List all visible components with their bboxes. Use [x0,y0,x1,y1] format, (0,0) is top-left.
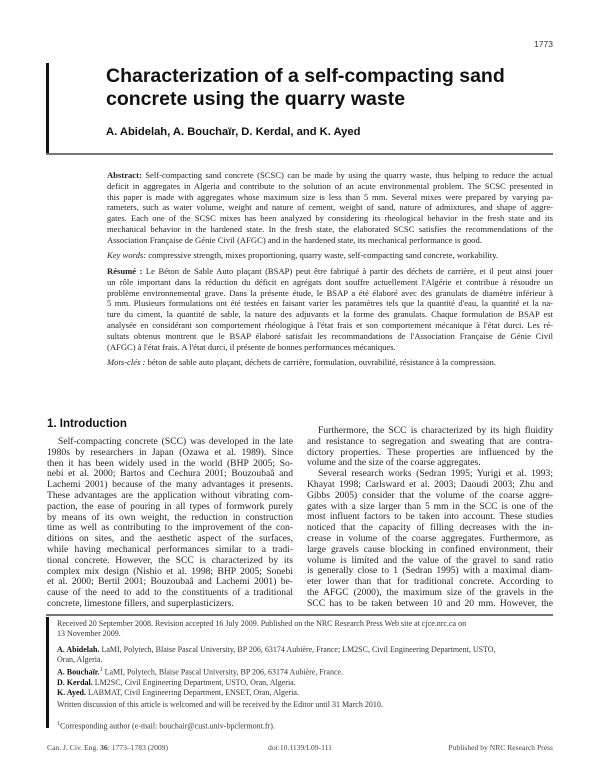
text-line: complex mix design (Nishio et al. 1998; BHP 2005; Sonebi [47,565,293,577]
received-dates [57,619,553,639]
text-line: volume is limited and the value of the gravel to sand ratio [307,554,553,566]
page-number: 1773 [534,39,553,49]
resume-line-text: problème environnemental grave. Dans la présente étude, le BSAP a été élaboré avec des granulats de diamètre inférieur à [107,287,553,298]
resume-line-text: (AFGC) à l'état frais. A l'état durci, il présente de bonnes performances mécaniques. [107,341,396,352]
abstract-line-text: gates. Each one of the SCSC mixes has been analyzed by considering its rheological behavior in the fresh state and its [107,213,553,224]
text-line: crease in volume of the coarse aggregates. Furthermore, as [307,532,553,544]
text-line: 1980s by researchers in Japan (Ozawa et al. 1989). Since [47,446,293,458]
mots-cles-text: béton de sable auto plaçant, déchets de carrière, formulation, ouvrabilité, résistance à la compression. [145,357,496,367]
text-line [107,266,553,277]
title-accent-bar [46,63,49,155]
discussion-note: Written discussion of this article is welcomed and will be received by the Editor until 31 March 2010. [57,700,383,709]
text-line: volume and the size of the coarse aggregates. [307,457,481,469]
text-line [107,202,553,213]
text-line: nebi et al. 2000; Bartos and Cechura 2001; Bouzoubaâ and [47,468,293,480]
text-line: SCC has to be taken between 10 and 20 mm. However, the [307,597,553,609]
citation-pages: : 1773–1783 (2009) [107,743,169,752]
keywords-label: Key words: [107,250,147,260]
received-line: Received 20 September 2008. Revision accepted 16 July 2009. Published on the NRC Research Press Web site at cjce.nrc.ca on [57,619,467,628]
affiliation-entry [57,655,553,665]
affiliation-author: A. Abidelah. [57,645,100,654]
article-title [106,65,505,111]
author-list: A. Abidelah, A. Bouchaïr, D. Kerdal, and K. Ayed [106,126,361,138]
abstract-line-text: deficit in aggregates in Algeria and contribute to the solution of an acute environmental problem. The SCSC presented in [107,180,553,191]
footnote-marker: 1 [99,667,103,673]
text-line: tional concrete. However, the SCC is characterized by its [47,554,293,566]
corresponding-text: Corresponding author (e-mail: bouchair@cust.univ-bpclermont.fr). [60,721,275,731]
affiliation-author: D. Kerdal. [57,677,93,687]
text-line [107,288,553,299]
text-line [107,342,553,353]
abstract [107,170,553,246]
text-line: Several research works (Sedran 1995; Yurigi et al. 1993; [318,468,553,480]
text-line [107,277,553,288]
text-line: Gibbs 2005) consider that the volume of the coarse aggre- [307,489,553,501]
affiliation-author: K. Ayed. [57,687,86,697]
body-column-right [307,426,553,610]
resume-line-text: 5 mm. Plusieurs formulations ont été testées en faisant varier les paramètres tels que la quantité d'eau, la quantité et la na- [107,298,553,309]
text-line: by means of its own weight, the reduction in construction [47,511,293,523]
header-divider [46,153,553,155]
affiliations [57,645,553,698]
mots-cles [107,357,553,368]
citation-volume: 36 [100,743,108,752]
text-line: et al. 2000; Bertil 2001; Bouzoubaâ and Lachemi 2001) be- [47,576,293,588]
text-line: These advantages are the application without vibrating com- [47,489,293,501]
abstract-label: Abstract: [107,170,142,180]
text-line [107,235,553,246]
affiliation-entry [57,688,553,698]
body-column-left [47,437,293,610]
abstract-line-text: this paper is made with aggregates whose maximum size is less than 5 mm. Several mixes were prepared by varying pa- [107,191,553,202]
resume-line-text: sultats obtenus montrent que le BSAP élaboré satisfait les recommandations de l'Association Française de Génie Civil [107,330,553,341]
text-line: Lachemi 2001) because of the many advantages it presents. [47,479,293,491]
doi: doi:10.1139/L09-111 [268,743,332,752]
abstract-line-text: rameters, such as water volume, weight and nature of cement, weight of sand, nature of admixtures, and shape of aggre- [107,202,553,213]
text-line: then it has been widely used in the world (BHP 2005; So- [47,457,293,469]
affiliation-text: LABMAT, Civil Engineering Department, ENSET, Oran, Algeria. [85,687,299,697]
text-line: Khayat 1998; Carlsward et al. 2003; Daoudi 2003; Zhu and [307,478,553,490]
text-line: time as well as contributing to the improvement of the con- [47,522,293,534]
text-line: eter lower than that for traditional concrete. According to [307,576,553,588]
abstract-line-text: Self-compacting sand concrete (SCSC) can be made by using the quarry waste, thus helping to reduce the actual [141,170,553,180]
affiliation-text: LM2SC, Civil Engineering Department, USTO, Oran, Algeria. [92,677,296,687]
footnote-marker: 1 [57,721,60,727]
affiliation-author: A. Bouchaïr. [57,667,100,677]
text-line: dictory properties. These properties are influenced by the [307,446,553,458]
text-line [107,331,553,342]
resume-line-text: un rôle important dans la réduction du déficit en agrégats dont souffre actuellement l'Algérie et contribue à résoudre un [107,276,553,287]
journal-citation [47,743,168,752]
citation-journal: Can. J. Civ. Eng. [47,743,101,752]
text-line: gates with a size larger than 5 mm in the SCC is one of the [307,500,553,512]
received-line: 13 November 2009. [57,629,121,638]
resume-line-text: ture du ciment, la quantité de sable, la nature des adjuvants et la forme des granulats. Chaque formulation de BSAP est [107,309,553,320]
title-line: concrete using the quarry waste [106,88,406,110]
text-line: Furthermore, the SCC is characterized by its high fluidity [318,425,553,436]
text-line: cause of the need to add to the constituents of a traditional [47,587,293,599]
affiliation-text: Oran, Algeria. [57,655,103,664]
text-line [107,192,553,203]
text-line: most influent factors to be taken into account. These studies [307,511,553,523]
footnote-accent-bar [46,617,49,728]
text-line: large gravels cause blocking in confined environment, their [307,543,553,555]
publisher: Published by NRC Research Press [448,743,553,752]
footnote-divider [46,614,553,616]
text-line: Self-compacting concrete (SCC) was developed in the late [58,436,293,447]
keywords [107,250,553,261]
affiliation-entry [57,665,553,678]
resume-line-text: Le Béton de Sable Auto plaçant (BSAP) peut être fabriqué à partir des déchets de carrière, et il peut ainsi jouer [142,266,553,276]
text-line: the AFGC (2000), the maximum size of the gravels in the [307,586,553,598]
section-heading-introduction: 1. Introduction [47,418,127,430]
affiliation-text: LaMI, Polytech, Blaise Pascal University, BP 206, 63174 Aubière, France; LM2SC, Civil Engineering Department, USTO, [99,645,496,654]
keywords-text: compressive strength, mixes proportioning, quarry waste, self-compacting sand concrete, workability. [146,250,499,260]
title-line: Characterization of a self-compacting sand [106,65,505,87]
affiliation-entry [57,678,553,688]
resume-label: Résumé : [107,266,143,276]
resume-line-text: analysée en considérant son comportement rhéologique à l'état frais et son comportement mécanique à l'état durci. Les ré- [107,319,553,330]
text-line: and resistance to segregation and sweating that are contra- [307,435,553,447]
text-line [107,170,553,181]
affiliation-entry [57,645,553,655]
text-line: noticed that the capacity of filling decreases with the in- [307,522,553,534]
text-line: is generally close to 1 (Sedran 1995) with a maximal diam- [307,565,553,577]
text-line [107,298,553,309]
corresponding-author [57,719,553,732]
resume [107,266,553,352]
text-line: paction, the ease of pouring in all types of formwork purely [47,500,293,512]
text-line [107,181,553,192]
abstract-line-text: mechanical behavior in the hardened state. In the fresh state, the elaborated SCSC satisfies the recommendations of the [107,223,553,234]
text-line [107,320,553,331]
mots-cles-label: Mots-clés : [107,357,146,367]
text-line [107,309,553,320]
text-line [107,224,553,235]
abstract-line-text: Association Française de Génie Civil (AFGC) and in the hardened state, its mechanical performance is good. [107,234,482,245]
text-line: while having mechanical performances similar to a tradi- [47,543,293,555]
affiliation-text: LaMI, Polytech, Blaise Pascal University, BP 206, 63174 Aubière, France. [102,667,344,677]
text-line: ditions on sites, and the aesthetic aspect of the surfaces, [47,533,293,545]
text-line [107,213,553,224]
text-line: concrete, limestone fillers, and superplasticizers. [47,597,234,609]
